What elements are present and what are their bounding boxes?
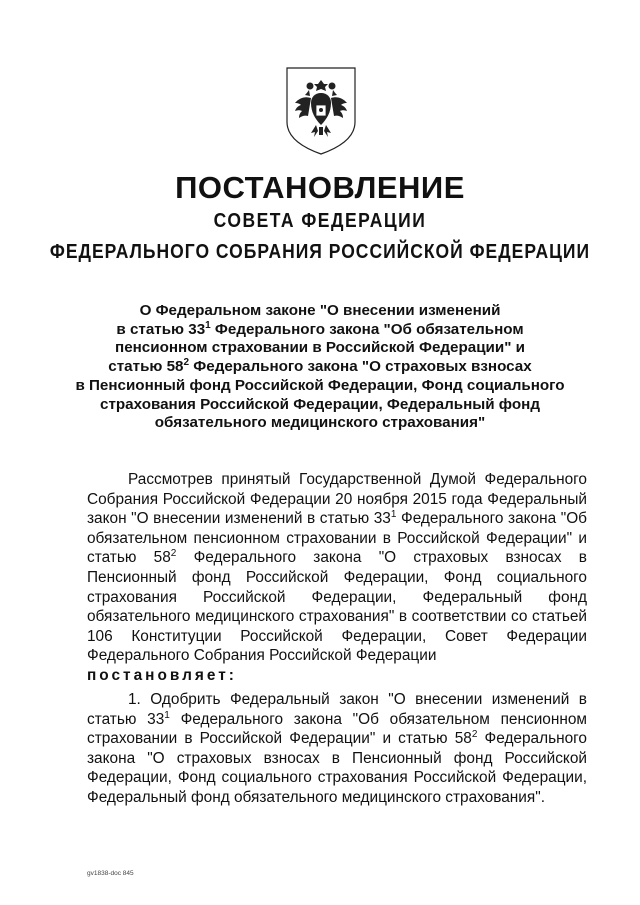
subject-superscript: 1 (205, 319, 211, 331)
paragraph-text: 1. Одобрить Федеральный закон "О внесении изменений в статью 33 (87, 691, 587, 728)
paragraph-text: Федерального закона "Об обязательном пенсионном страховании в Российской Федерации" и статью 58 (87, 510, 587, 567)
paragraph-superscript: 2 (170, 548, 177, 560)
paragraph-text: Федерального закона "О страховых взносах в Пенсионный фонд Российской Федерации, Фонд социального страхования Российской Федерации, Федеральный фонд обязательного медицинского страхования". (87, 730, 587, 806)
paragraph-text: Рассмотрев принятый Государственной Думой Федерального Собрания Российской Федерации 20 ноября 2015 года Федеральный закон "О внесении изменений в статью 33 (87, 471, 587, 528)
subject-line: страхования Российской Федерации, Федеральный фонд (100, 395, 540, 413)
paragraph-superscript: 1 (164, 709, 170, 721)
document-subtitle-line2: ФЕДЕРАЛЬНОГО СОБРАНИЯ РОССИЙСКОЙ ФЕДЕРАЦИИ (49, 239, 591, 263)
subject-line: в статью 33 (116, 320, 206, 338)
subject-superscript: 2 (183, 357, 190, 369)
document-subject (60, 302, 580, 433)
document-code: gv1838-doc 845 (87, 870, 134, 877)
preamble-paragraph (87, 470, 587, 686)
subject-line: статью 58 (108, 358, 184, 376)
subject-line: пенсионном страховании в Российской Федерации" и (115, 339, 525, 357)
document-subtitle-line1: СОВЕТА ФЕДЕРАЦИИ (213, 208, 427, 232)
subject-line: Федерального закона "О страховых взносах (189, 358, 532, 376)
resolution-item-1 (87, 690, 587, 808)
document-title: ПОСТАНОВЛЕНИЕ (175, 170, 465, 205)
subject-line: в Пенсионный фонд Российской Федерации, Фонд социального (75, 376, 565, 394)
paragraph-text: Федерального закона "О страховых взносах в Пенсионный фонд Российской Федерации, Фонд социального страхования Российской Федерации, Федеральный фонд обязательного медицинского страхования" в соответствии со статьей 106 Конституции Российской Федерации, Совет Федерации Федерального Собрания Российской Федерации (87, 549, 587, 665)
subject-line: Федерального закона "Об обязательном (210, 320, 524, 338)
resolution-keyword: постановляет: (87, 666, 237, 684)
paragraph-superscript: 1 (390, 509, 397, 521)
paragraph-text: Федерального закона "Об обязательном пенсионном страховании в Российской Федерации" и статью 58 (87, 710, 587, 748)
subject-line: обязательного медицинского страхования" (154, 414, 486, 432)
russian-coat-of-arms-icon (283, 64, 359, 156)
paragraph-superscript: 2 (471, 729, 478, 741)
subject-line: О Федеральном законе "О внесении изменений (139, 302, 501, 319)
